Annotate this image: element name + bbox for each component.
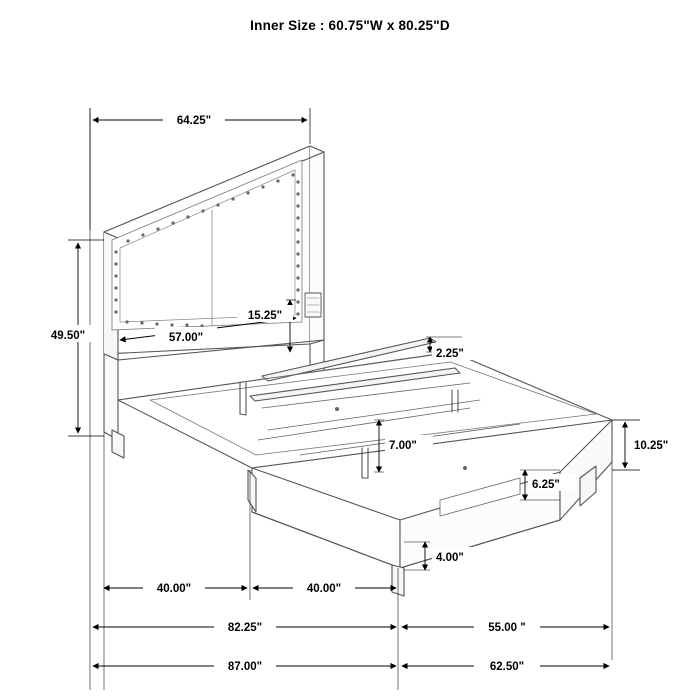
- dim-headboard-width: 64.25": [176, 115, 212, 127]
- page-title: Inner Size : 60.75"W x 80.25"D: [250, 18, 450, 33]
- dim-headboard-clearance: 15.25": [247, 310, 283, 322]
- dim-depth-upper: 82.25": [227, 622, 263, 634]
- dim-side-lower: 62.50": [489, 661, 525, 673]
- dim-overall-height: 49.50": [50, 330, 86, 342]
- dim-depth-lower: 87.00": [227, 661, 263, 673]
- dim-foot-span-right: 40.00": [306, 583, 342, 595]
- dim-side-rail-height: 10.25": [634, 440, 669, 452]
- dim-rail-to-floor: 6.25": [532, 479, 560, 491]
- dim-headboard-panel-width: 57.00": [168, 332, 204, 344]
- dim-rail-thickness: 2.25": [436, 348, 464, 360]
- dim-slat-height: 7.00": [389, 440, 417, 452]
- dim-side-upper: 55.00 ": [488, 622, 526, 634]
- dim-foot-span-left: 40.00": [156, 583, 192, 595]
- dim-leg-height: 4.00": [436, 552, 464, 564]
